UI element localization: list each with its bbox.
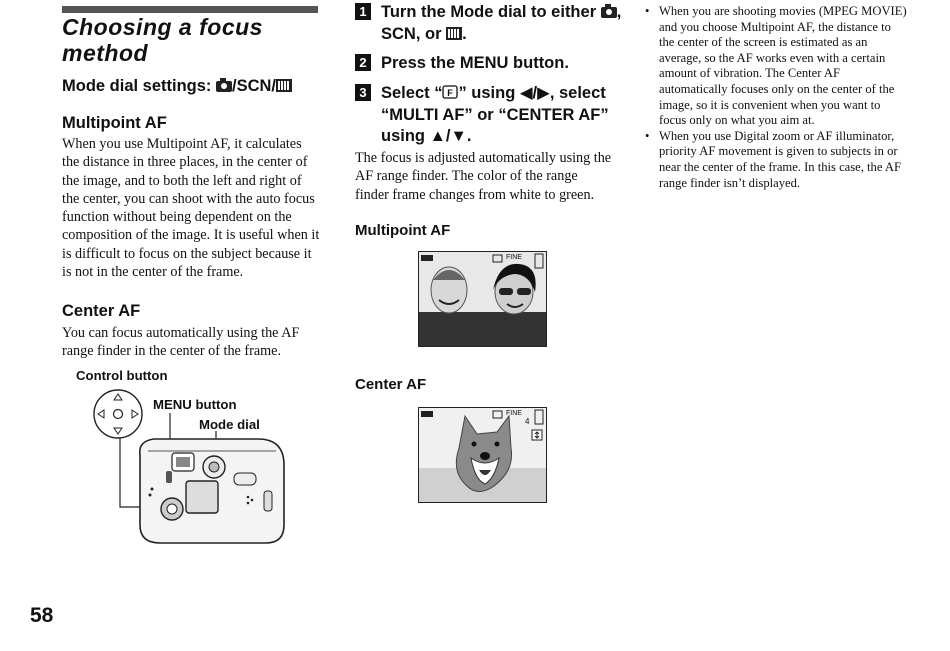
title-rule bbox=[62, 6, 318, 13]
control-pad-icon bbox=[94, 390, 142, 438]
menu-button-label: MENU button bbox=[153, 397, 237, 412]
focus-icon bbox=[442, 84, 458, 100]
center-heading: Center AF bbox=[62, 302, 141, 320]
step-2-number: 2 bbox=[355, 54, 371, 71]
step-3 bbox=[355, 83, 625, 148]
page-title-line2: method bbox=[62, 40, 149, 66]
center-body: You can focus automatically using the AF range finder in the center of the frame. bbox=[62, 325, 300, 360]
multipoint-heading: Multipoint AF bbox=[62, 114, 167, 132]
note-item: • When you are shooting movies (MPEG MOVIE) and you choose Multipoint AF, the distance to the center of the screen is estimated as an average, so the AF works even with a certain amount of vibration. The Center AF automatically focuses only on the center of the image, so it is convenient when you want to focus only on what you aim at. bbox=[645, 4, 907, 129]
step-3-text-d: using ▲/▼. bbox=[381, 127, 472, 145]
step-result: The focus is adjusted automatically using the AF range finder. The color of the range finder frame changes from white to green. bbox=[355, 150, 612, 203]
camera-icon bbox=[216, 81, 232, 92]
page-title bbox=[62, 14, 332, 66]
camera-body-icon bbox=[140, 439, 284, 543]
note-item: • When you use Digital zoom or AF illuminator, priority AF movement is given to subjects in or near the center of the frame. In this case, the AF range finder isn’t displayed. bbox=[645, 129, 907, 191]
step-1-text-b: , bbox=[616, 3, 622, 21]
step-1-text-d: . bbox=[462, 24, 467, 43]
step-1-number: 1 bbox=[355, 3, 371, 20]
notes-list bbox=[645, 4, 907, 191]
page-number: 58 bbox=[30, 604, 54, 627]
camera-diagram bbox=[88, 385, 298, 550]
step-3-text-a: Select “ bbox=[381, 84, 443, 102]
step-2-text: Press the MENU button. bbox=[381, 54, 569, 72]
lcd-count: 4 bbox=[525, 417, 530, 426]
mode-dial-label-diagram: Mode dial bbox=[199, 417, 260, 432]
camera-icon bbox=[601, 7, 617, 18]
step-2 bbox=[355, 53, 625, 75]
multipoint-body: When you use Multipoint AF, it calculates the distance in three places, in the center of the image, and to both the left and right of the center, you can shoot with the auto focus function without being dependent on the composition of the image. It is useful when it is difficult to focus on the subject because it is not in the center of the frame. bbox=[62, 136, 320, 281]
step-3-text-c: “MULTI AF” or “CENTER AF” bbox=[381, 105, 609, 124]
step-1-text-c: SCN, or bbox=[381, 24, 447, 43]
step-1 bbox=[355, 2, 625, 45]
mode-dial-sep: /SCN/ bbox=[232, 77, 277, 95]
step-3-text-b: ” using ◀/▶, select bbox=[458, 84, 606, 102]
control-button-label: Control button bbox=[76, 368, 168, 383]
movie-icon bbox=[446, 27, 462, 40]
lcd-fine-2: FINE bbox=[506, 410, 522, 417]
svg-text:F: F bbox=[447, 88, 454, 98]
step-1-text-a: Turn the Mode dial to either bbox=[381, 3, 601, 21]
page-title-line1: Choosing a focus bbox=[62, 14, 263, 40]
multipoint-figure-label: Multipoint AF bbox=[355, 222, 451, 239]
movie-icon bbox=[276, 79, 292, 92]
mode-dial-settings bbox=[62, 77, 332, 96]
multipoint-photo bbox=[418, 251, 547, 347]
step-3-number: 3 bbox=[355, 84, 371, 101]
lcd-fine-1: FINE bbox=[506, 254, 522, 261]
mode-dial-label: Mode dial settings: bbox=[62, 77, 217, 95]
center-photo bbox=[418, 407, 547, 503]
center-figure-label: Center AF bbox=[355, 376, 427, 393]
